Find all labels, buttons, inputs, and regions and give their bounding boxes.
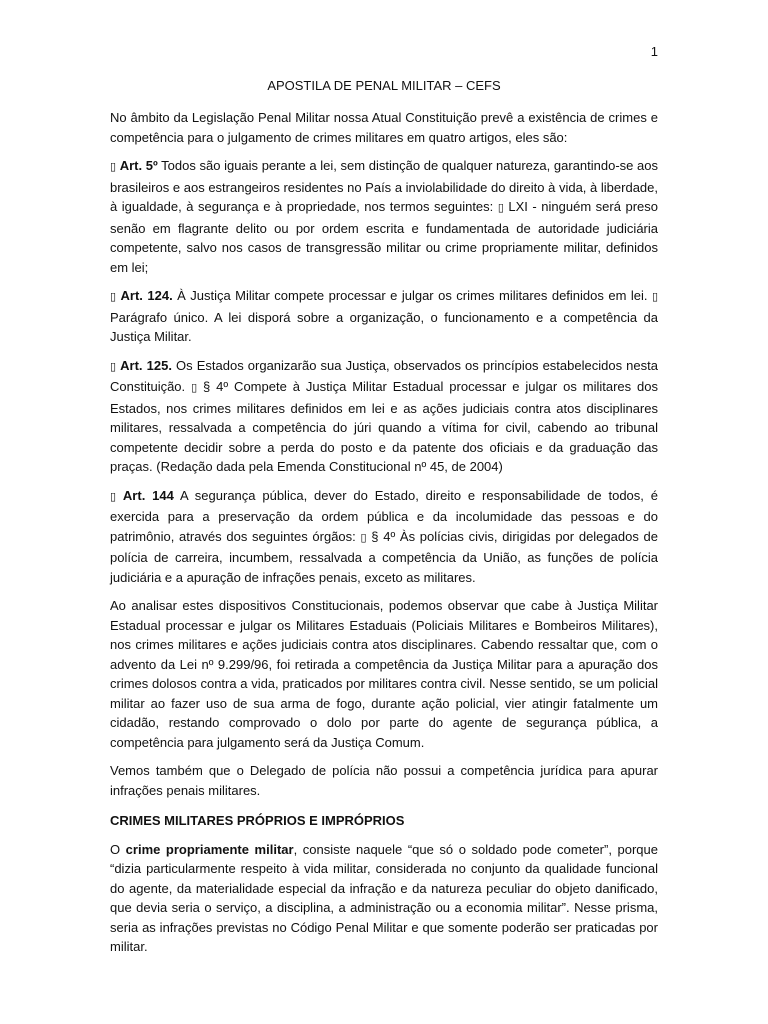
art5-label: Art. 5º	[119, 158, 158, 173]
intro-paragraph: No âmbito da Legislação Penal Militar nossa Atual Constituição prevê a existência de crimes e competência para o julgamento de crimes militares em quatro artigos, eles são:	[110, 110, 658, 145]
bullet-marker-icon: ▯	[110, 291, 117, 303]
art124-text: À Justiça Militar compete processar e julgar os crimes militares definidos em lei.	[172, 288, 652, 303]
art144-label: Art. 144	[122, 487, 174, 503]
art125-label: Art. 125.	[120, 357, 172, 373]
page-number: 1	[650, 44, 658, 59]
art5-inciso: LXI - ninguém será preso senão em flagrante delito ou por ordem escrita e fundamentada de autoridade judiciária competente, salvo nos casos de transgressão militar ou crime propriamente militar, definidos em lei;	[110, 199, 659, 275]
art124-label: Art. 124.	[120, 288, 173, 303]
art144-text: A segurança pública, dever do Estado, direito e responsabilidade de todos, é exercida para a preservação da ordem pública e da incolumidade das pessoas e do patrimônio, através dos seguintes órgãos:	[110, 487, 658, 544]
bullet-marker-icon: ▯	[497, 202, 504, 214]
bullet-marker-icon: ▯	[110, 490, 117, 503]
art5-paragraph	[110, 156, 658, 277]
bullet-marker-icon: ▯	[110, 360, 117, 373]
art125-text: Os Estados organizarão sua Justiça, observados os princípios estabelecidos nesta Constituição.	[110, 357, 658, 394]
art125-paragraph	[110, 356, 658, 477]
bullet-marker-icon: ▯	[110, 161, 117, 173]
crime-term: crime propriamente militar	[125, 841, 294, 857]
final-prefix: O	[110, 841, 126, 857]
art124-paragrafo: Parágrafo único. A lei disporá sobre a organização, o funcionamento e a competência da Justiça Militar.	[110, 309, 658, 344]
bullet-marker-icon: ▯	[360, 531, 367, 544]
section-heading: CRIMES MILITARES PRÓPRIOS E IMPRÓPRIOS	[110, 813, 405, 828]
art144-paragraph	[110, 486, 658, 588]
bullet-marker-icon: ▯	[191, 382, 198, 394]
final-text: , consiste naquele “que só o soldado pode cometer”, porque “dizia particularmente respeito à vida militar, considerada no conjunto da qualidade funcional do agente, da materialidade especial da infração e da natureza peculiar do objeto danificado, que devia seria o serviço, a disciplina, a administração ou a economia militar”. Nesse prisma, seria as infrações previstas no Código Penal Militar e que somente poderão ser praticadas por militar.	[110, 841, 658, 954]
art124-paragraph	[110, 286, 658, 347]
art144-paragrafo: § 4º Às polícias civis, dirigidas por delegados de polícia de carreira, incumbem, ressalvada a competência da União, as funções de polícia judiciária e a apuração de infrações penais, exceto as militares.	[110, 528, 659, 585]
crime-militar-paragraph	[110, 840, 658, 957]
bullet-marker-icon: ▯	[651, 291, 658, 303]
delegado-paragraph: Vemos também que o Delegado de polícia não possui a competência jurídica para apurar infrações penais militares.	[110, 763, 658, 798]
art125-paragrafo: § 4º Compete à Justiça Militar Estadual processar e julgar os militares dos Estados, nos crimes militares definidos em lei e as ações judiciais contra atos disciplinares militares, ressalvada a competência do júri quando a vítima for civil, cabendo ao tribunal competente decidir sobre a perda do posto e da patente dos oficiais e da graduação das praças. (Redação dada pela Emenda Constitucional nº 45, de 2004)	[110, 379, 658, 474]
art5-text: Todos são iguais perante a lei, sem distinção de qualquer natureza, garantindo-se aos brasileiros e aos estrangeiros residentes no País a inviolabilidade do direito à vida, à liberdade, à igualdade, à segurança e à propriedade, nos termos seguintes:	[110, 158, 658, 214]
analysis-paragraph: Ao analisar estes dispositivos Constitucionais, podemos observar que cabe à Justiça Militar Estadual processar e julgar os Militares Estaduais (Policiais Militares e Bombeiros Militares), nos crimes militares e ações judiciais contra atos disciplinares. Cabendo ressaltar que, com o advento da Lei nº 9.299/96, foi retirada a competência da Justiça Militar para a apuração dos crimes dolosos contra a vida, praticados por militares contra civil. Nesse sentido, se um policial militar ao fazer uso de sua arma de fogo, durante ação policial, vier atingir fatalmente um cidadão, restando comprovado o dolo por parte do agente de segurança pública, a competência para julgamento será da Justiça Comum.	[110, 598, 658, 750]
document-title: APOSTILA DE PENAL MILITAR – CEFS	[267, 78, 501, 93]
